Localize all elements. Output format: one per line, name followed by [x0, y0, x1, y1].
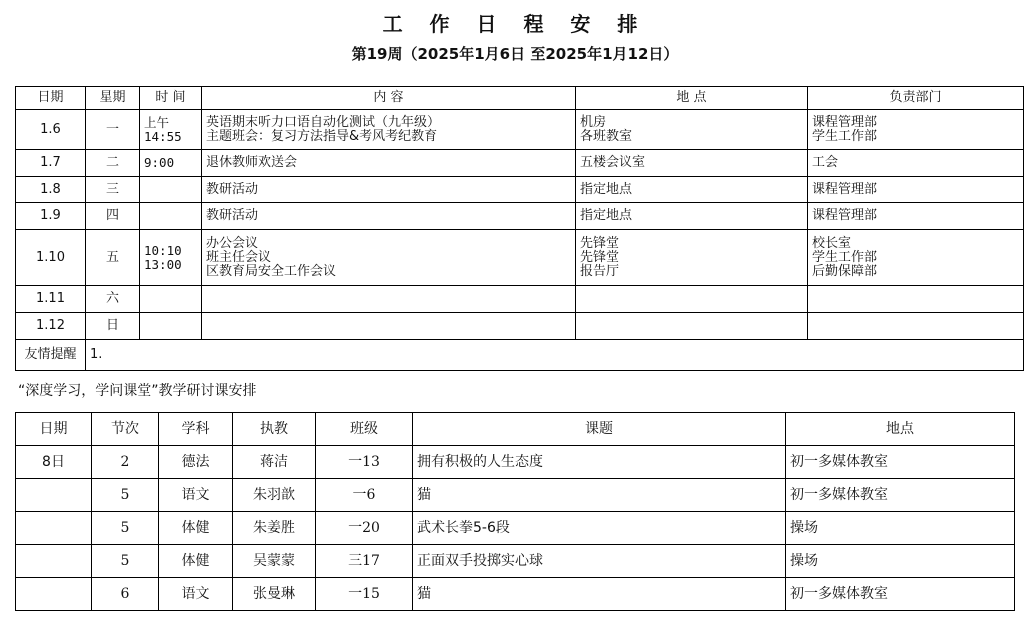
header-content: 内 容 [202, 87, 576, 110]
lesson-teacher: 蒋洁 [233, 446, 316, 479]
lesson-period: 6 [92, 578, 159, 611]
schedule-dept [808, 150, 1024, 177]
schedule-content [202, 286, 576, 313]
schedule-dept-line: 工会 [812, 155, 839, 170]
lesson-topic: 武术长拳5-6段 [413, 512, 786, 545]
lesson-teacher: 朱姜胜 [233, 512, 316, 545]
header-weekday: 星期 [86, 87, 140, 110]
schedule-location-line: 指定地点 [580, 208, 633, 223]
schedule-date: 1.9 [16, 203, 86, 230]
lesson-date [16, 545, 92, 578]
lesson-place: 初一多媒体教室 [786, 479, 1015, 512]
schedule-location [576, 110, 808, 150]
work-schedule-table [15, 86, 1024, 371]
header-date: 日期 [16, 87, 86, 110]
lesson-subject: 体健 [159, 545, 233, 578]
page-subtitle: 第19周（2025年1月6日 至2025年1月12日） [351, 45, 679, 63]
schedule-content [202, 110, 576, 150]
lesson-subject: 体健 [159, 512, 233, 545]
schedule-dept-line: 学生工作部 [812, 249, 878, 265]
lesson-teacher: 朱羽歆 [233, 479, 316, 512]
lesson-header-period: 节次 [92, 413, 159, 446]
schedule-weekday: 一 [86, 110, 140, 150]
schedule-content [202, 313, 576, 340]
schedule-location-line: 先锋堂 [580, 235, 620, 251]
schedule-time [140, 203, 202, 230]
lesson-table [15, 412, 1015, 611]
lesson-header-topic: 课题 [413, 413, 786, 446]
schedule-dept-line: 课程管理部 [812, 208, 878, 223]
table-row [16, 545, 1015, 578]
lesson-period: 2 [92, 446, 159, 479]
schedule-dept-line: 后勤保障部 [812, 263, 878, 279]
schedule-content-line: 退休教师欢送会 [206, 155, 298, 170]
schedule-row [16, 150, 1024, 177]
schedule-location-line: 五楼会议室 [580, 155, 646, 170]
page-title: 工 作 日 程 安 排 [382, 12, 648, 36]
schedule-date: 1.11 [16, 286, 86, 313]
schedule-location-line: 各班教室 [580, 128, 633, 144]
schedule-row [16, 286, 1024, 313]
lesson-subject: 语文 [159, 578, 233, 611]
reminder-label: 友情提醒 [16, 340, 86, 371]
table-row [16, 512, 1015, 545]
lesson-place: 初一多媒体教室 [786, 578, 1015, 611]
lesson-subject: 语文 [159, 479, 233, 512]
lesson-header-row [16, 413, 1015, 446]
schedule-location-line: 先锋堂 [580, 249, 620, 265]
schedule-location [576, 313, 808, 340]
schedule-weekday: 六 [86, 286, 140, 313]
header-location: 地 点 [576, 87, 808, 110]
schedule-dept [808, 286, 1024, 313]
schedule-time [140, 230, 202, 286]
schedule-content-line: 班主任会议 [206, 249, 272, 265]
lesson-topic: 猫 [413, 578, 786, 611]
lesson-teacher: 吴蒙蒙 [233, 545, 316, 578]
schedule-header-row [16, 87, 1024, 110]
schedule-date: 1.12 [16, 313, 86, 340]
lesson-date [16, 479, 92, 512]
schedule-location-line: 机房 [580, 114, 607, 130]
lesson-topic: 拥有积极的人生态度 [413, 446, 786, 479]
table-row [16, 578, 1015, 611]
schedule-time [140, 150, 202, 177]
lesson-class: 一13 [316, 446, 413, 479]
schedule-weekday: 五 [86, 230, 140, 286]
schedule-date: 1.7 [16, 150, 86, 177]
lesson-header-class: 班级 [316, 413, 413, 446]
schedule-time [140, 177, 202, 203]
reminder-text: 1. [86, 340, 1024, 371]
schedule-dept [808, 313, 1024, 340]
lesson-period: 5 [92, 512, 159, 545]
lesson-date [16, 512, 92, 545]
lesson-header-date: 日期 [16, 413, 92, 446]
schedule-time [140, 110, 202, 150]
lesson-place: 初一多媒体教室 [786, 446, 1015, 479]
lesson-subject: 德法 [159, 446, 233, 479]
schedule-dept-line: 校长室 [812, 235, 852, 251]
schedule-location-line: 报告厅 [580, 263, 620, 279]
schedule-date: 1.10 [16, 230, 86, 286]
schedule-location [576, 150, 808, 177]
schedule-weekday: 二 [86, 150, 140, 177]
schedule-weekday: 四 [86, 203, 140, 230]
schedule-time-line: 14:55 [144, 128, 182, 144]
schedule-dept [808, 177, 1024, 203]
schedule-row [16, 177, 1024, 203]
schedule-row [16, 203, 1024, 230]
schedule-content-line: 教研活动 [206, 208, 259, 223]
schedule-location-line: 指定地点 [580, 181, 633, 197]
schedule-location [576, 230, 808, 286]
schedule-content-line: 区教育局安全工作会议 [206, 263, 337, 279]
lesson-place: 操场 [786, 545, 1015, 578]
lesson-header-teacher: 执教 [233, 413, 316, 446]
schedule-location [576, 203, 808, 230]
lesson-period: 5 [92, 479, 159, 512]
section-title: “深度学习，学问课堂”教学研讨课安排 [18, 383, 257, 399]
schedule-dept-line: 课程管理部 [812, 181, 878, 197]
lesson-header-place: 地点 [786, 413, 1015, 446]
schedule-dept-line: 课程管理部 [812, 114, 878, 130]
lesson-header-subject: 学科 [159, 413, 233, 446]
schedule-content-line: 教研活动 [206, 181, 259, 197]
schedule-location [576, 177, 808, 203]
table-row [16, 479, 1015, 512]
lesson-period: 5 [92, 545, 159, 578]
schedule-time [140, 313, 202, 340]
schedule-time-line: 10:10 [144, 242, 182, 258]
header-time: 时 间 [140, 87, 202, 110]
header-dept: 负责部门 [808, 87, 1024, 110]
schedule-content [202, 230, 576, 286]
lesson-class: 一15 [316, 578, 413, 611]
lesson-date [16, 578, 92, 611]
schedule-content-line: 办公会议 [206, 235, 259, 251]
schedule-content-line: 英语期末听力口语自动化测试（九年级） [206, 114, 441, 130]
schedule-time-line: 9:00 [144, 155, 175, 170]
schedule-dept-line: 学生工作部 [812, 128, 878, 144]
lesson-teacher: 张曼琳 [233, 578, 316, 611]
schedule-weekday: 三 [86, 177, 140, 203]
schedule-weekday: 日 [86, 313, 140, 340]
schedule-row [16, 230, 1024, 286]
schedule-time-line: 13:00 [144, 256, 182, 272]
table-row [16, 446, 1015, 479]
lesson-class: 三17 [316, 545, 413, 578]
schedule-content [202, 177, 576, 203]
lesson-class: 一6 [316, 479, 413, 512]
reminder-row [16, 340, 1024, 371]
schedule-time-line: 上午 [144, 114, 170, 130]
schedule-location [576, 286, 808, 313]
schedule-row [16, 313, 1024, 340]
lesson-place: 操场 [786, 512, 1015, 545]
schedule-dept [808, 230, 1024, 286]
schedule-date: 1.8 [16, 177, 86, 203]
lesson-date: 8日 [16, 446, 92, 479]
schedule-dept [808, 110, 1024, 150]
lesson-topic: 猫 [413, 479, 786, 512]
schedule-date: 1.6 [16, 110, 86, 150]
schedule-content [202, 203, 576, 230]
schedule-content-line: 主题班会：复习方法指导&考风考纪教育 [206, 128, 438, 144]
lesson-class: 一20 [316, 512, 413, 545]
schedule-dept [808, 203, 1024, 230]
lesson-topic: 正面双手投掷实心球 [413, 545, 786, 578]
schedule-row [16, 110, 1024, 150]
schedule-content [202, 150, 576, 177]
schedule-time [140, 286, 202, 313]
